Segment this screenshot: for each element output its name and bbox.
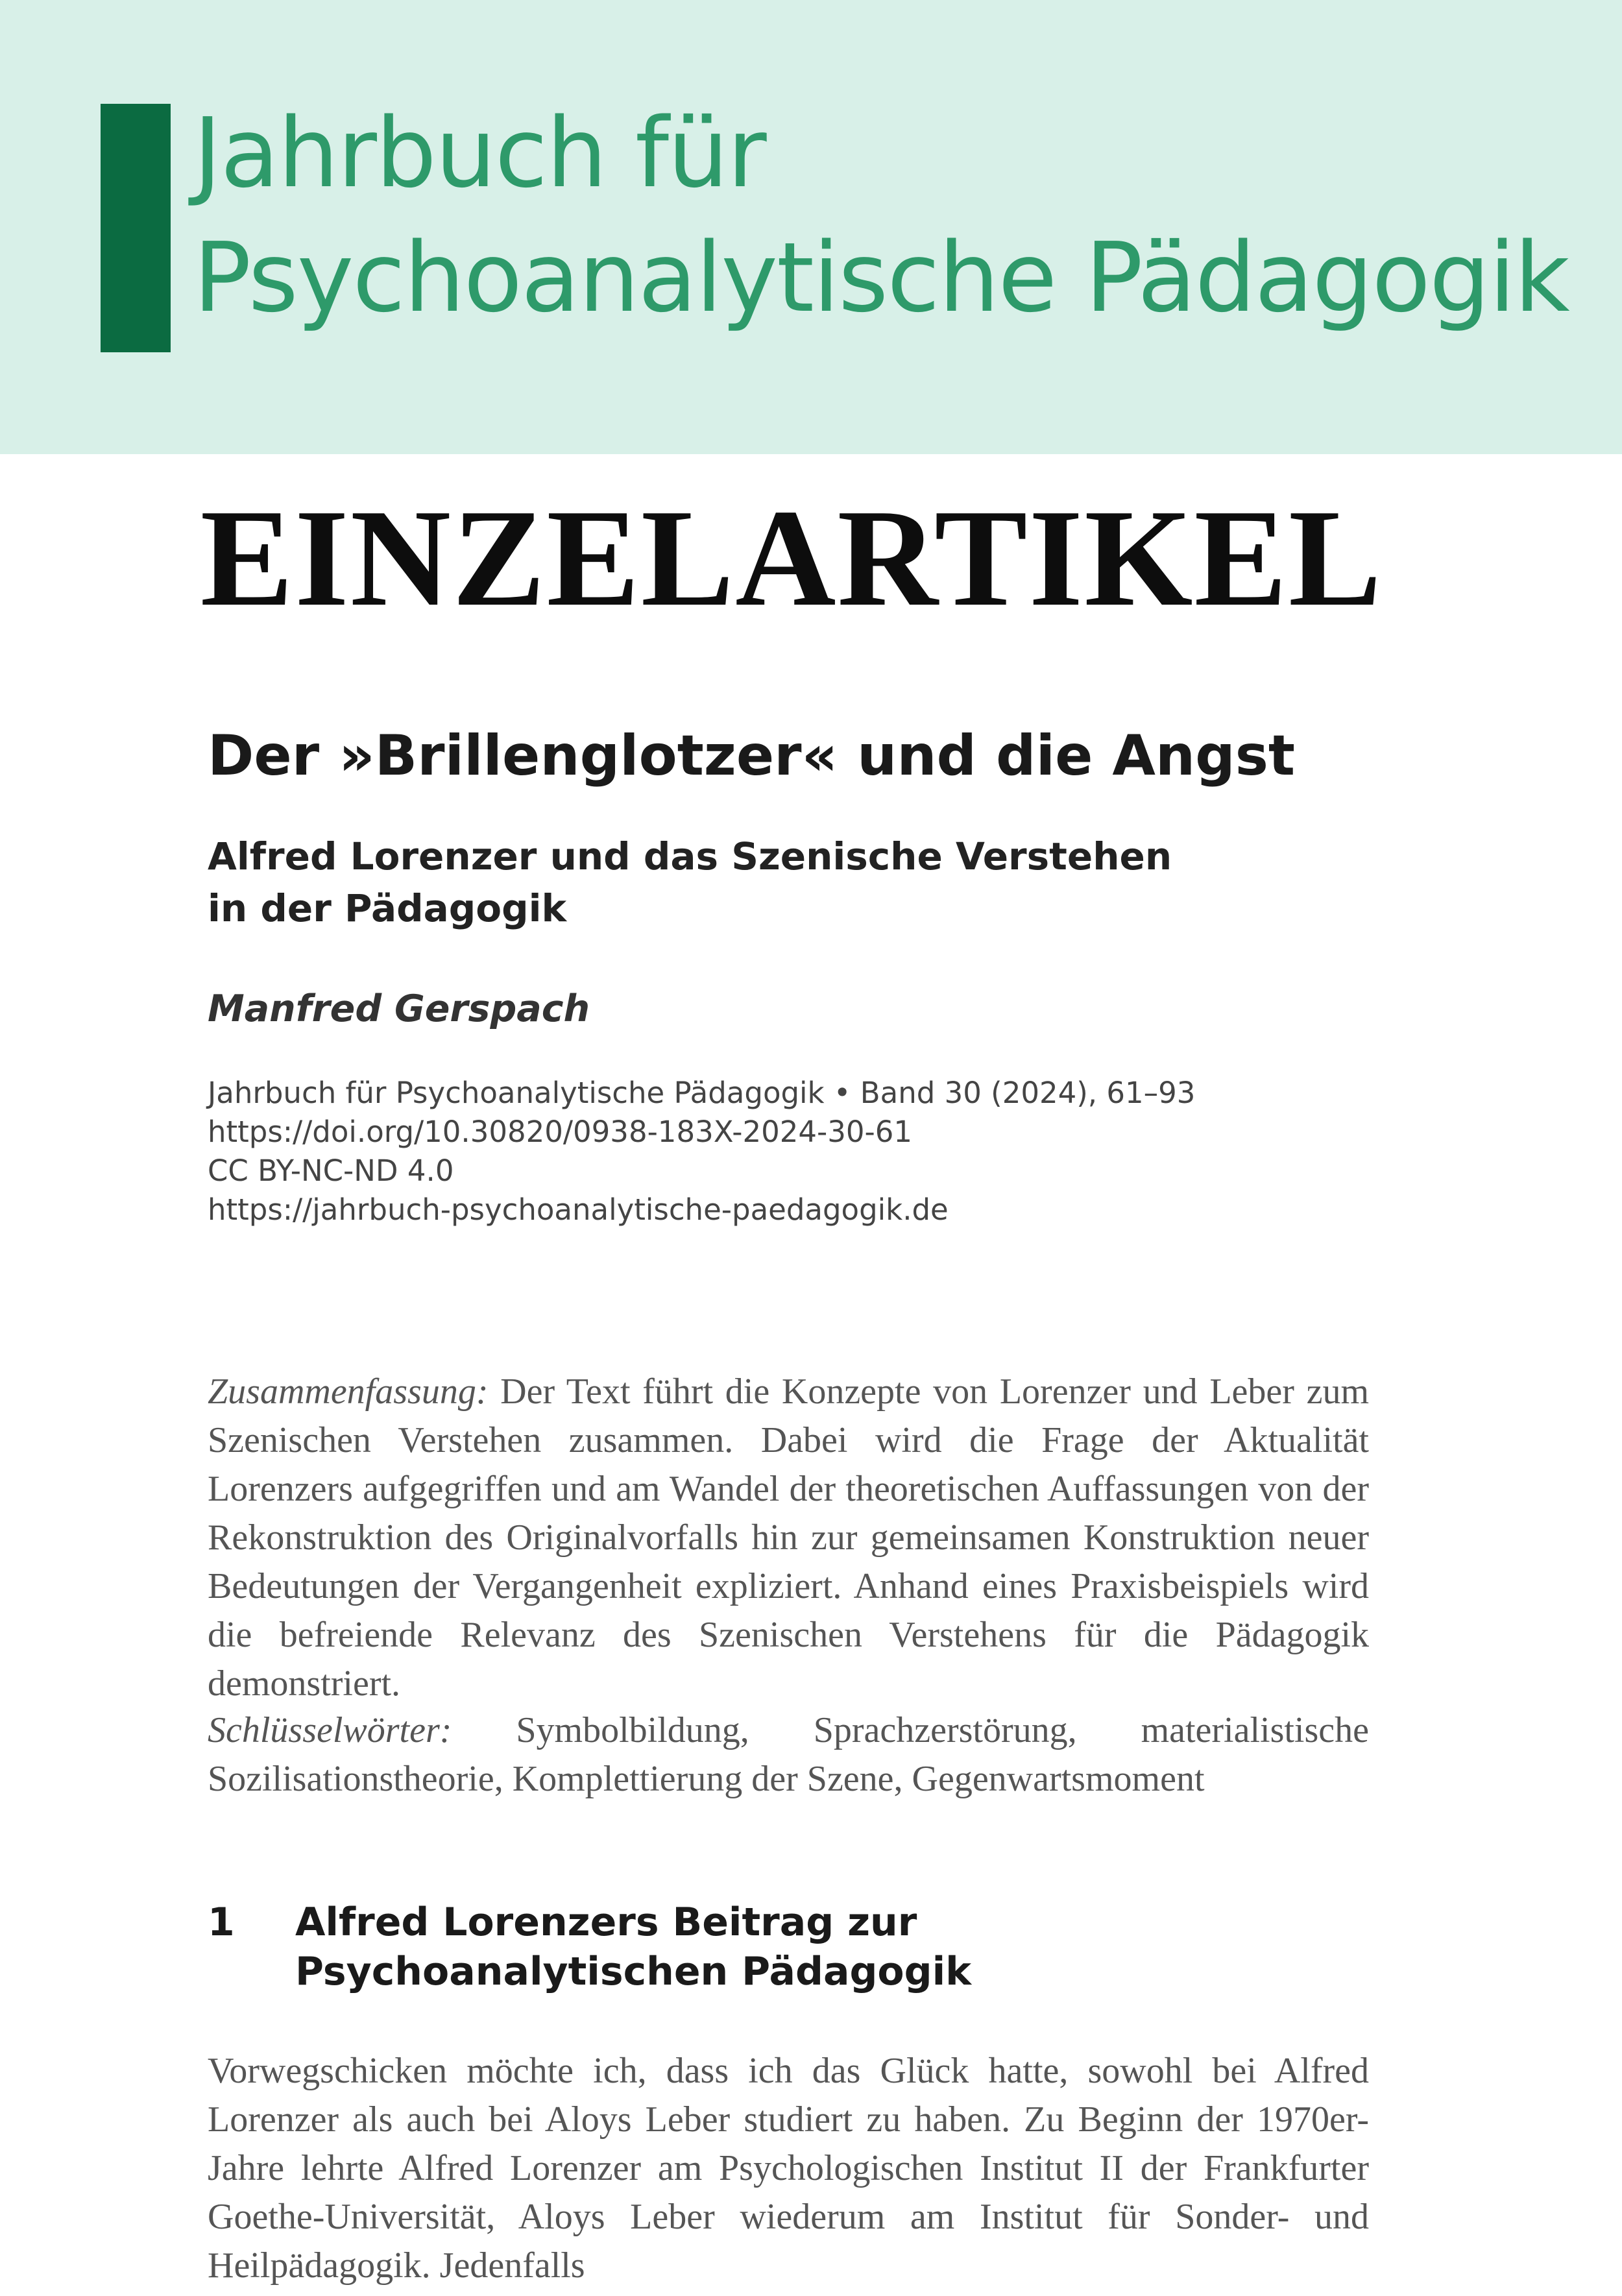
article-type-banner: EINZELARTIKEL [200, 480, 1383, 635]
body-paragraph: Vorwegschicken möchte ich, dass ich das Glück hatte, sowohl bei Alfred Lorenzer als auch bei Aloys Leber studiert zu haben. Zu Beginn der 1970er-Jahre lehrte Alfred Lorenzer am Psychologischen Institut II der Frankfurter Goethe-Universität, Aloys Leber wiederum am Institut für Sonder- und Heilpädagogik. Jedenfalls [208, 2051, 1369, 2286]
article-title: Der »Brillenglotzer« und die Angst [208, 723, 1295, 788]
abstract-text: Der Text führt die Konzepte von Lorenzer und Leber zum Szenischen Verstehen zusammen. Dabei wird die Frage der Aktualität Lorenzers aufgegriffen und am Wandel der theoretischen Auffassungen von der Rekonstruktion des Originalvorfalls hin zur gemeinsamen Konstruktion neuer Bedeutungen der Vergangenheit expliziert. Anhand eines Praxisbeispiels wird die befreiende Relevanz des Szenischen Verstehens für die Pädagogik demonstriert. [208, 1372, 1370, 1704]
article-subtitle: Alfred Lorenzer und das Szenische Verstehen in der Pädagogik [208, 834, 1172, 930]
doi-link[interactable]: https://doi.org/10.30820/0938-183X-2024-30-61 [208, 1115, 913, 1149]
citation-line: Jahrbuch für Psychoanalytische Pädagogik • Band 30 (2024), 61–93 [208, 1076, 1196, 1110]
header-accent-bar [101, 104, 171, 352]
keywords-text: Symbolbildung, Sprachzerstörung, materialistische Sozilisationstheorie, Komplettierung der Szene, Gegenwartsmoment [208, 1710, 1369, 1799]
section-title: Alfred Lorenzers Beitrag zur Psychoanalytischen Pädagogik [295, 1900, 972, 1994]
journal-header [0, 0, 1622, 454]
publication-metadata [208, 1074, 1375, 1229]
website-link[interactable]: https://jahrbuch-psychoanalytische-paedagogik.de [208, 1192, 949, 1227]
author-name: Manfred Gerspach [208, 987, 590, 1030]
license-line: CC BY-NC-ND 4.0 [208, 1154, 454, 1188]
keywords [208, 1706, 1369, 1804]
abstract-label: Zusammenfassung: [208, 1372, 489, 1412]
abstract [208, 1368, 1369, 1708]
keywords-label: Schlüsselwörter: [208, 1710, 452, 1750]
journal-title: Jahrbuch für Psychoanalytische Pädagogik [193, 97, 1569, 333]
section-number: 1 [208, 1900, 235, 1945]
